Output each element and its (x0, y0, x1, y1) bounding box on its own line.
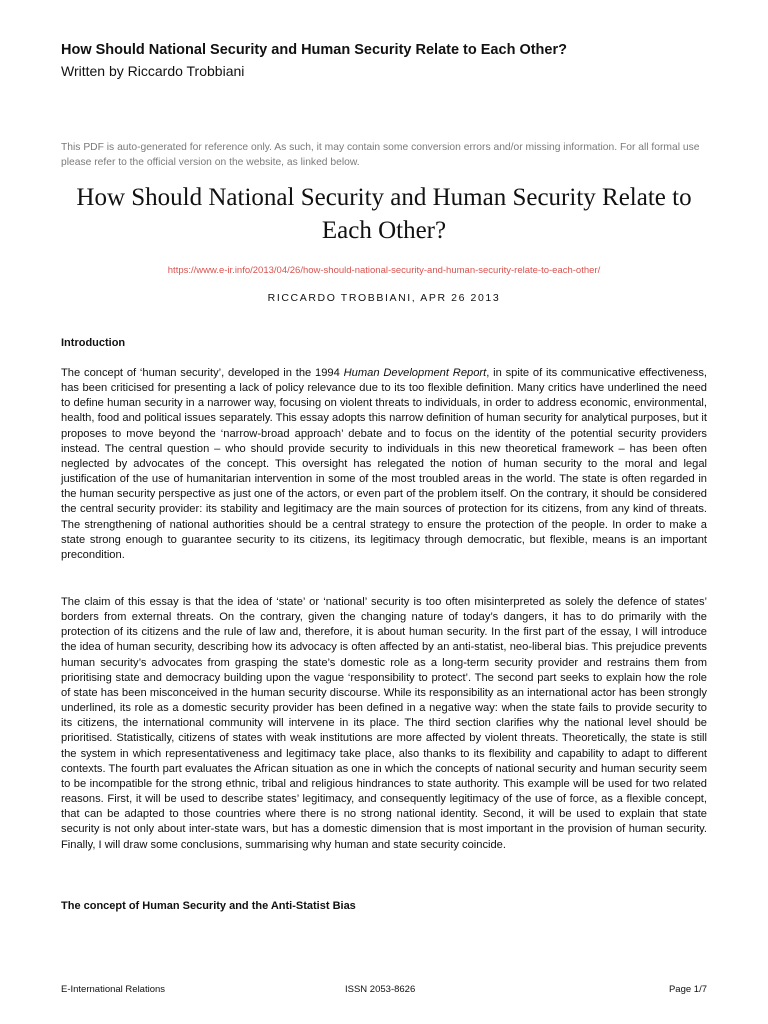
paragraph-1-italic-title: Human Development Report (343, 367, 487, 379)
article-title: How Should National Security and Human Security Relate to Each Other? (76, 184, 692, 244)
paragraph-2: The claim of this essay is that the idea of ‘state’ or ‘national’ security is too often misinterpreted as solely the defence of states’ borders from external threats. On the contrary, given the changing nature of today’s dangers, it has to do primarily with the protection of its citizens and the rule of law and, therefore, it is about human security. In the first part of the essay, I will introduce the idea of human security, describing how its advocacy is often affected by an anti-statist, neo-liberal bias. This prejudice prevents human security’s advocates from grasping the state’s domestic role as a long-term security provider and restrains them from prioritising state and democracy building upon the vague ‘responsibility to protect’. The second part seeks to explain how the role of state has been misconceived in the human security discourse. While its responsibility as an international actor has been strongly underlined, its role as a domestic security provider has been defined in a negative way: when the state fails to provide security to its citizens, the international community will intervene in its place. The third section clarifies why the national level should be prioritised. Statistically, citizens of states with weak institutions are more affected by violent threats. Theoretically, the state is still the system in which representativeness and legitimacy take place, also thanks to its flexibility and capability to adapt to different contexts. The fourth part evaluates the African situation as one in which the concepts of national security and human security seem to be incompatible for the strong ethnic, tribal and religious hindrances to state authority. This example will be used for two related reasons. First, it will be used to describe states’ legitimacy, and consequently legitimacy of the use of force, as a flexible concept, that can be adapted to those countries where there is no strong national identity. Second, it will be used to explain that state security is not only about inter-state wars, but has a domestic dimension that is most important in the provision of human security. Finally, I will draw some conclusions, summarising why human and state security coincide. (61, 596, 707, 851)
article-url-link[interactable]: https://www.e-ir.info/2013/04/26/how-should-national-security-and-human-security-relate-to-each-other/ (167, 265, 601, 276)
paragraph-1-text-before: The concept of ‘human security’, developed in the 1994 (61, 367, 344, 379)
running-header-title: How Should National Security and Human Security Relate to Each Other? (61, 42, 567, 58)
paragraph-1-text-after: , in spite of its communicative effectiveness, has been criticised for presenting a lack of policy relevance due to its too flexible definition. Many critics have underlined the need to define human security in a narrower way, focusing on violent threats to individuals, in order to address economic, environmental, health, food and political issues separately. This essay adopts this narrow definition of human security for analytical purposes, but it proposes to move beyond the ‘narrow-broad approach’ debate and to focus on the identity of the potential security providers instead. The central question – who should provide security to individuals in this new theoretical framework – has been often neglected by advocates of the concept. This oversight has relegated the notion of human security to the moral and legal justification of the use of humanitarian intervention in some of the most troubled areas in the world. The state is often regarded in the human security perspective as just one of the actors, or even part of the problem itself. On the contrary, it should be considered the central security provider: its stability and legitimacy are the main sources of protection for its citizens, from any kind of threats. The strengthening of national authorities should be a central strategy to ensure the protection of the people. In order to make a state strong enough to guarantee security to its citizens, its legitimacy through democratic, but flexible, means is an important precondition. (61, 367, 707, 561)
paragraph-1 (61, 366, 707, 563)
footer-page-number: Page 1/7 (668, 984, 707, 995)
footer-issn: ISSN 2053-8626 (345, 984, 416, 995)
section-heading-introduction: Introduction (61, 337, 126, 349)
article-byline: RICCARDO TROBBIANI, APR 26 2013 (267, 292, 501, 304)
section-heading-human-security: The concept of Human Security and the Anti-Statist Bias (61, 900, 356, 912)
running-header-author: Written by Riccardo Trobbiani (61, 63, 245, 79)
footer-publisher: E-International Relations (61, 984, 166, 995)
auto-generated-notice: This PDF is auto-generated for reference only. As such, it may contain some conversion errors and/or missing information. For all formal use please refer to the official version on the website, as linked below. (61, 142, 700, 168)
